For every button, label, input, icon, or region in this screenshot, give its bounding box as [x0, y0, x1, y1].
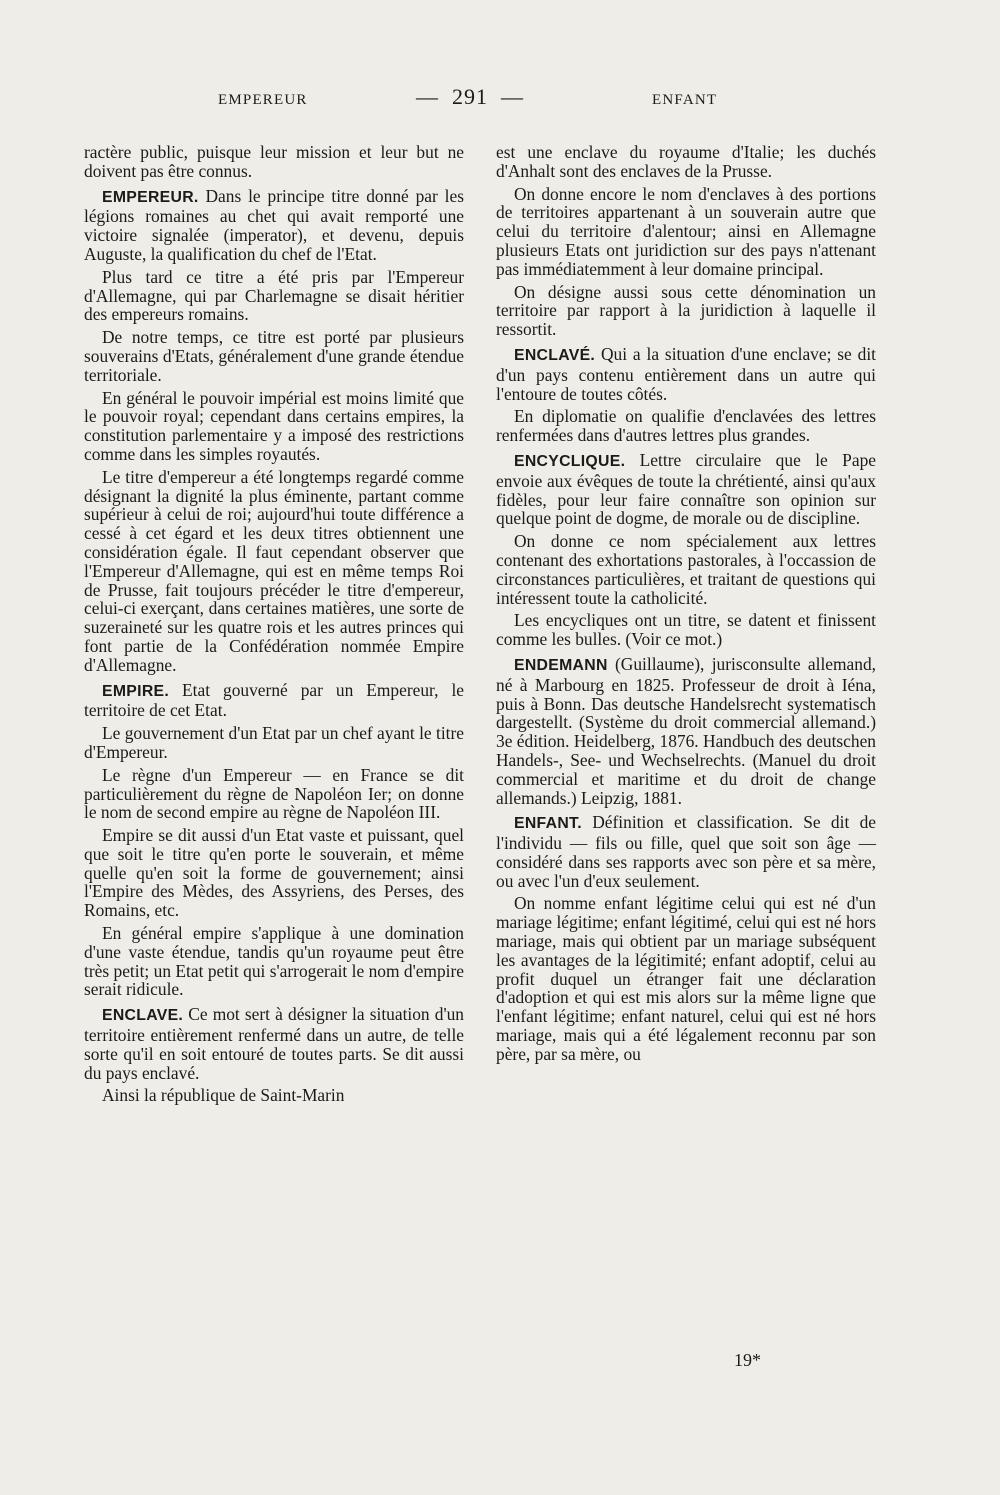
entry-headword: ENCLAVÉ.: [514, 346, 596, 364]
paragraph: On donne encore le nom d'enclaves à des portions de territoires appartenant à un souverain autre que celui du territoire d'alentour; ainsi en Allemagne plusieurs Etats ont juridiction sur des pays n'attenant pas immédiatemment à leur domaine principal.: [496, 183, 876, 279]
paragraph: On donne ce nom spécialement aux lettres contenant des exhortations pastorales, à l'occassion de circonstances particulières, et traitant de questions qui intéressent toute la catholicité.: [496, 531, 876, 608]
paragraph: Les encycliques ont un titre, se datent et finissent comme les bulles. (Voir ce mot.): [496, 610, 876, 650]
paragraph: En diplomatie on qualifie d'enclavées des lettres renfermées dans d'autres lettres plus grandes.: [496, 406, 876, 446]
dictionary-entry: [496, 345, 876, 403]
paragraph: En général le pouvoir impérial est moins limité que le pouvoir royal; cependant dans certains empires, la constitution parlementaire y a imposé des restrictions comme dans les simples royautés.: [84, 387, 464, 464]
dictionary-entry: [496, 451, 876, 528]
running-head-right: ENFANT: [652, 92, 718, 108]
paragraph: Le règne d'un Empereur — en France se dit particulièrement du règne de Napoléon Ier; on donne le nom de second empire au règne de Napoléon III.: [84, 764, 464, 823]
dictionary-entry: [84, 681, 464, 721]
entry-headword: EMPIRE.: [102, 682, 170, 700]
paragraph: Ainsi la république de Saint-Marin: [102, 1085, 345, 1106]
entry-headword: EMPEREUR.: [102, 188, 199, 206]
entry-text: Etat gouverné par un Empereur, le territoire de cet Etat.: [84, 679, 464, 721]
entry-text: Ce mot sert à désigner la situation d'un territoire entièrement renfermé dans un autre, de telle sorte qu'il en soit entouré de toutes parts. Se dit aussi du pays enclavé.: [84, 1004, 464, 1083]
entry-text: Dans le principe titre donné par les légions romaines au chet qui avait remporté une victoire signalée (imperator), et devenu, depuis Auguste, la qualification du chef de l'Etat.: [84, 185, 464, 264]
entry-headword: ENCYCLIQUE.: [514, 452, 626, 470]
paragraph: Le gouvernement d'un Etat par un chef ayant le titre d'Empereur.: [84, 723, 464, 762]
entry-headword: ENDEMANN: [514, 656, 608, 674]
page-number: — 291 —: [416, 84, 524, 109]
entry-text: Qui a la situation d'une enclave; se dit d'un pays contenu entièrement dans un autre qui l'entoure de toutes côtés.: [496, 343, 876, 404]
paragraph: En général empire s'applique à une domination d'une vaste étendue, tandis qu'un royaume peut être très petit; un Etat petit qui s'arrogerait le nom d'empire serait ridicule.: [84, 923, 464, 1000]
paragraph: Plus tard ce titre a été pris par l'Empereur d'Allemagne, qui par Charlemagne se disait héritier des empereurs romains.: [84, 266, 464, 325]
entry-text: (Guillaume), jurisconsulte allemand, né à Marbourg en 1825. Professeur de droit à Iéna, puis à Bonn. Das deutsche Handelsrecht systematisch dargestellt. (Système du droit commercial allemand.) 3e édition. Heidelberg, 1876. Handbuch des deutschen Handels-, See- und Wechselrechts. (Manuel du droit commercial et maritime et du droit de change allemands.) Leipzig, 1881.: [496, 653, 876, 808]
left-column: [84, 143, 464, 1109]
continued-paragraph: est une enclave du royaume d'Italie; les duchés d'Anhalt sont des enclaves de la Prusse.: [496, 142, 876, 181]
dictionary-entry: [84, 1005, 464, 1082]
paragraph: On nomme enfant légitime celui qui est né d'un mariage légitime; enfant légitimé, celui qui est né hors mariage, mais qui obtient par un mariage subséquent les avantages de la légitimité; enfant adoptif, celui au profit duquel un étranger fait une déclaration d'adoption et qui est mis alors sur la même ligne que l'enfant légitime; enfant naturel, celui qui est né hors mariage, mais qui a été légalement reconnu par son père, par sa mère, ou: [496, 893, 876, 1064]
entry-text: Lettre circulaire que le Pape envoie aux évêques de toute la chrétienté, ainsi qu'aux fidèles, pour leur faire connaître son opinion sur quelque point de dogme, de morale ou de discipline.: [496, 449, 876, 529]
dictionary-entry: [496, 813, 876, 890]
entry-text: Définition et classification. Se dit de l'individu — fils ou fille, quel que soit son âge — considéré dans ses rapports avec son père et sa mère, ou avec l'un d'eux seulement.: [496, 812, 876, 891]
dictionary-entry: [84, 187, 464, 264]
dictionary-entry: [496, 655, 876, 807]
paragraph: Le titre d'empereur a été longtemps regardé comme désignant la dignité la plus éminente, partant comme supérieur à celui de roi; aujourd'hui toute différence a cessé à cet égard et les deux titres obtiennent une considération égale. Il faut cependant observer que l'Empereur d'Allemagne, qui est en même temps Roi de Prusse, fait toujours précéder le titre d'empereur, celui-ci exerçant, dans certaines matières, une sorte de suzeraineté sur les quatre rois et les autres princes qui font partie de la Confédération nommée Empire d'Allemagne.: [84, 466, 464, 675]
paragraph: On désigne aussi sous cette dénomination un territoire par rapport à la juridiction à laquelle il ressortit.: [496, 281, 876, 340]
entry-headword: ENCLAVE.: [102, 1007, 184, 1025]
paragraph: Empire se dit aussi d'un Etat vaste et puissant, quel que soit le titre qu'en porte le souverain, et même quelle qu'en soit la forme de gouvernement; ainsi l'Empire des Mèdes, des Assyriens, des Perses, des Romains, etc.: [84, 825, 464, 921]
right-column: [496, 143, 876, 1068]
continued-paragraph: ractère public, puisque leur mission et leur but ne doivent pas être connus.: [84, 142, 464, 181]
paragraph: De notre temps, ce titre est porté par plusieurs souverains d'Etats, généralement d'une grande étendue territoriale.: [84, 327, 464, 385]
running-head: [0, 84, 1000, 122]
running-head-left: EMPEREUR: [218, 92, 308, 108]
entry-headword: ENFANT.: [514, 815, 582, 833]
folio-signature: 19*: [734, 1350, 761, 1370]
